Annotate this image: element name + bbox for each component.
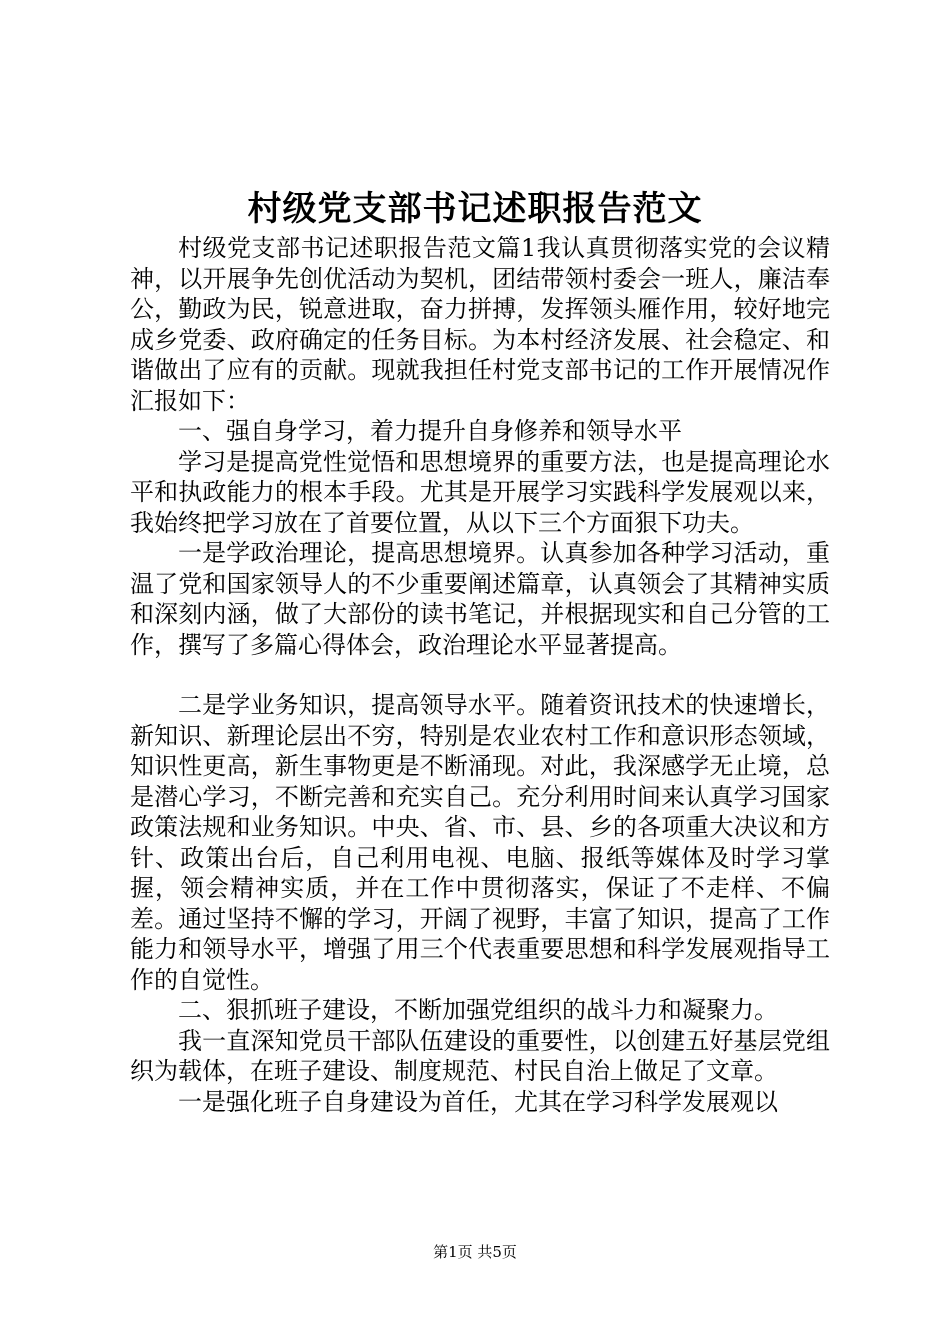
paragraph-team: 我一直深知党员干部队伍建设的重要性，以创建五好基层党组织为载体，在班子建设、制度规范、村民自治上做足了文章。 (130, 1026, 830, 1085)
section-heading-1: 一、强自身学习，着力提升自身修养和领导水平 (178, 417, 682, 445)
section-heading-2: 二、狠抓班子建设，不断加强党组织的战斗力和凝聚力。 (178, 996, 778, 1024)
paragraph-spacer (130, 660, 830, 690)
document-title: 村级党支部书记述职报告范文 (247, 189, 703, 229)
page-number-footer: 第1页 共5页 (433, 1243, 517, 1261)
paragraph-study: 学习是提高党性觉悟和思想境界的重要方法，也是提高理论水平和执政能力的根本手段。尤其是开展学习实践科学发展观以来，我始终把学习放在了首要位置，从以下三个方面狠下功夫。 (130, 447, 830, 537)
paragraph-intro: 村级党支部书记述职报告范文篇1我认真贯彻落实党的会议精神，以开展争先创优活动为契机，团结带领村委会一班人，廉洁奉公，勤政为民，锐意进取，奋力拼搏，发挥领头雁作用，较好地完成乡党委、政府确定的任务目标。为本村经济发展、社会稳定、和谐做出了应有的贡献。现就我担任村党支部书记的工作开展情况作汇报如下： (130, 234, 830, 415)
document-body (130, 233, 830, 1117)
paragraph-politics: 一是学政治理论，提高思想境界。认真参加各种学习活动，重温了党和国家领导人的不少重要阐述篇章，认真领会了其精神实质和深刻内涵，做了大部份的读书笔记，并根据现实和自己分管的工作，撰写了多篇心得体会，政治理论水平显著提高。 (130, 539, 830, 659)
paragraph-first-point: 一是强化班子自身建设为首任，尤其在学习科学发展观以 (178, 1087, 778, 1116)
paragraph-business: 二是学业务知识，提高领导水平。随着资讯技术的快速增长，新知识、新理论层出不穷，特别是农业农村工作和意识形态领域，知识性更高，新生事物更是不断涌现。对此，我深感学无止境，总是潜心学习，不断完善和充实自己。充分利用时间来认真学习国家政策法规和业务知识。中央、省、市、县、乡的各项重大决议和方针、政策出台后，自己利用电视、电脑、报纸等媒体及时学习掌握，领会精神实质，并在工作中贯彻落实，保证了不走样、不偏差。通过坚持不懈的学习，开阔了视野，丰富了知识，提高了工作能力和领导水平，增强了用三个代表重要思想和科学发展观指导工作的自觉性。 (130, 691, 830, 994)
